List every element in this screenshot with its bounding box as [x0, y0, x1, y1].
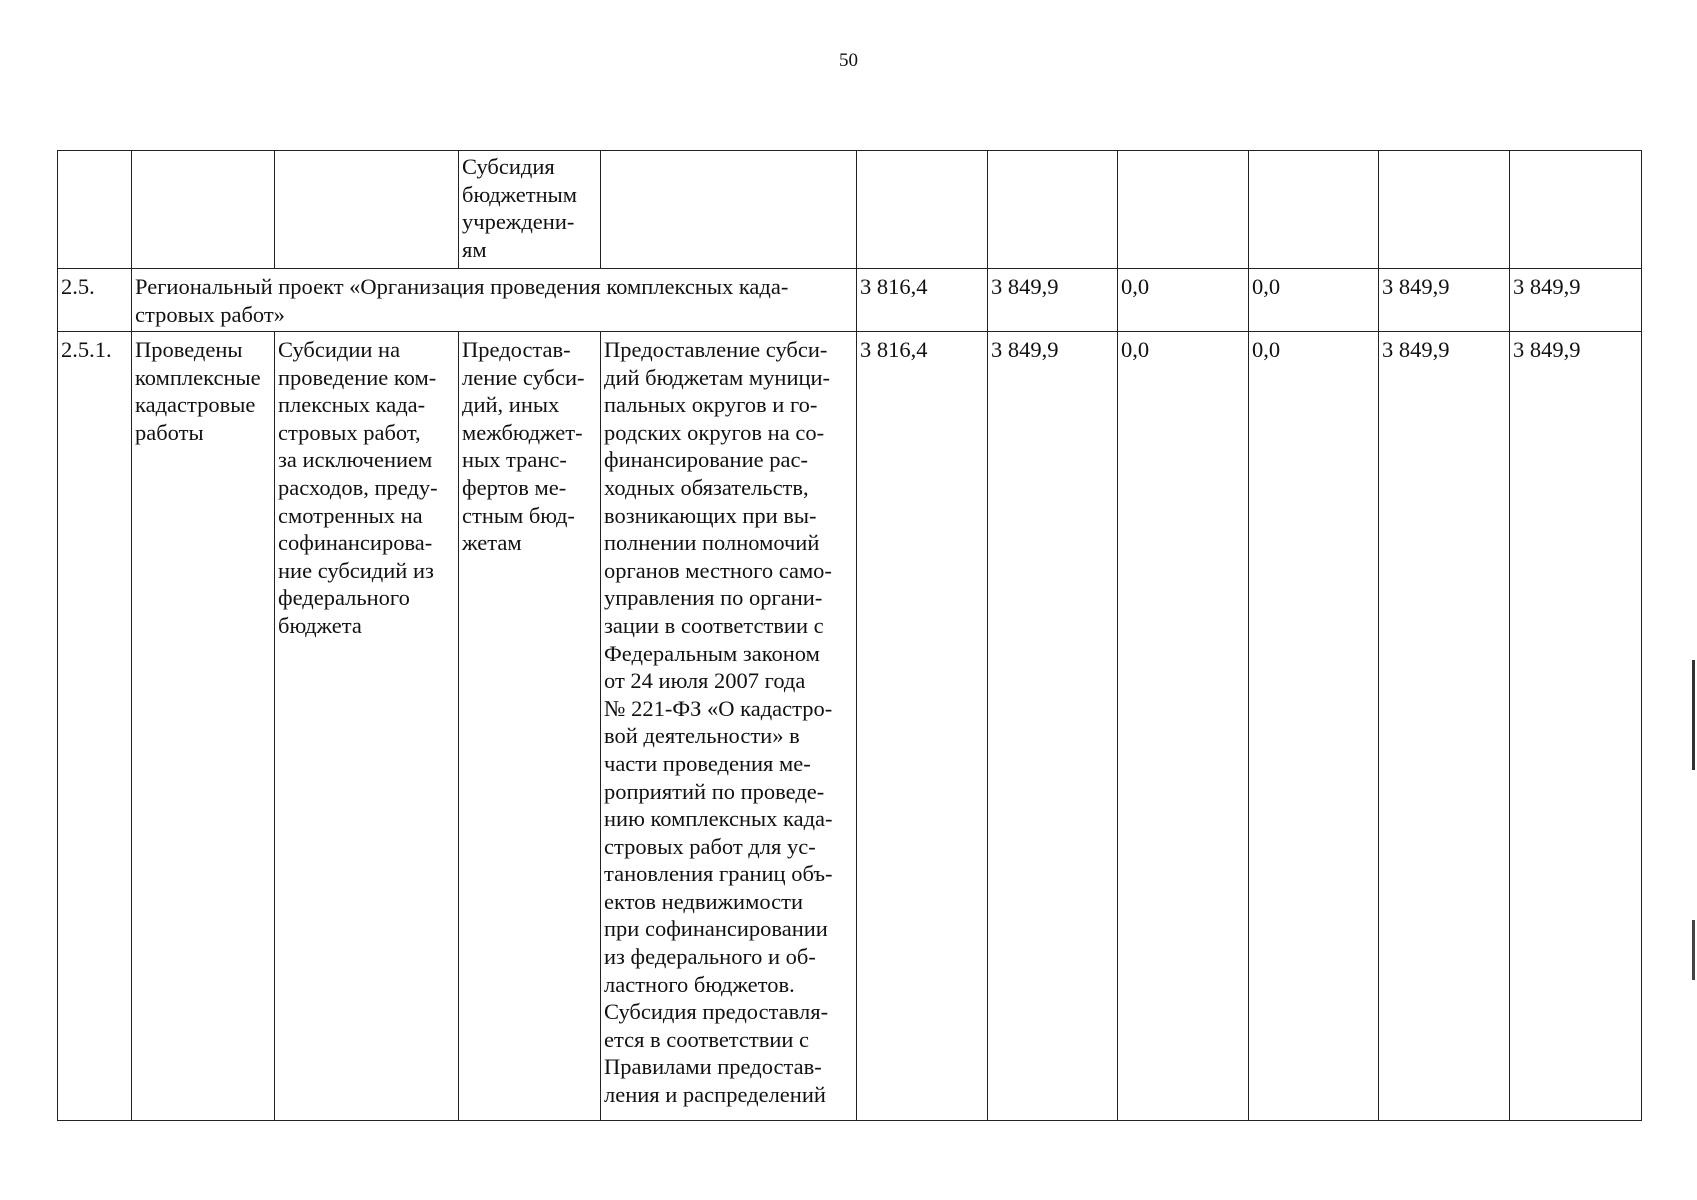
- cell-value: 3 849,9: [988, 269, 1118, 332]
- text-line: кадастровые: [135, 392, 256, 418]
- text-line: при софинансировании: [604, 916, 828, 942]
- text-line: Региональный проект «Организация проведения комплексных када-: [135, 274, 789, 299]
- table-row: [58, 269, 1642, 332]
- cell-description: [601, 332, 857, 1121]
- cell-value: [1379, 151, 1510, 269]
- text-line: ям: [462, 236, 487, 262]
- text-line: ление субси-: [462, 364, 585, 390]
- text-line: фертов ме-: [462, 474, 567, 500]
- text-line: плексных када-: [278, 392, 426, 418]
- text-line: комплексные: [135, 364, 261, 390]
- text-line: нию комплексных када-: [604, 806, 833, 832]
- text-line: расходов, преду-: [278, 474, 438, 500]
- cell-type: [459, 332, 601, 1121]
- cell-value: 3 816,4: [857, 269, 988, 332]
- text-line: от 24 июля 2007 года: [604, 668, 806, 694]
- text-line: бюджета: [278, 612, 362, 638]
- cell-value: [1510, 151, 1642, 269]
- page-number: 50: [839, 50, 858, 71]
- cell-number: 2.5.: [58, 269, 132, 332]
- text-line: из федерального и об-: [604, 944, 816, 970]
- text-line: жетам: [462, 530, 522, 556]
- cell-value: 3 816,4: [857, 332, 988, 1121]
- text-line: зации в соответствии с: [604, 612, 824, 638]
- cell-subsidy: [275, 151, 459, 269]
- scan-edge-mark: [1692, 660, 1695, 770]
- scan-edge-mark: [1692, 920, 1695, 980]
- cell-subsidy: [275, 332, 459, 1121]
- text-line: Субсидия предоставля-: [604, 999, 829, 1025]
- text-line: стровых работ для ус-: [604, 833, 816, 859]
- cell-value: 3 849,9: [1510, 269, 1642, 332]
- cell-value: 0,0: [1249, 332, 1379, 1121]
- table-row: [58, 151, 1642, 269]
- text-line: дий, иных: [462, 392, 560, 418]
- text-line: ние субсидий из: [278, 557, 434, 583]
- text-line: учреждени-: [462, 209, 575, 235]
- text-line: смотренных на: [278, 502, 423, 528]
- text-line: за исключением: [278, 447, 433, 473]
- cell-value: 3 849,9: [1379, 269, 1510, 332]
- text-line: финансирование рас-: [604, 447, 808, 473]
- text-line: межбюджет-: [462, 419, 583, 445]
- text-line: возникающих при вы-: [604, 502, 817, 528]
- cell-project-title: [132, 269, 857, 332]
- text-line: тановления границ объ-: [604, 861, 833, 887]
- text-line: стным бюд-: [462, 502, 575, 528]
- text-line: Субсидии на: [278, 337, 401, 362]
- text-line: стровых работ»: [135, 301, 285, 327]
- text-line: софинансирова-: [278, 530, 433, 556]
- cell-result: [132, 151, 275, 269]
- text-line: части проведения ме-: [604, 750, 811, 776]
- text-line: вой деятельности» в: [604, 723, 800, 749]
- text-line: проведение ком-: [278, 364, 437, 390]
- cell-value: 0,0: [1118, 269, 1249, 332]
- cell-value: 3 849,9: [1510, 332, 1642, 1121]
- cell-value: [1249, 151, 1379, 269]
- cell-type: [459, 151, 601, 269]
- cell-value: [1118, 151, 1249, 269]
- text-line: ходных обязательств,: [604, 474, 809, 500]
- text-line: федерального: [278, 585, 410, 611]
- cell-description: [601, 151, 857, 269]
- text-line: стровых работ,: [278, 419, 421, 445]
- cell-result: [132, 332, 275, 1121]
- text-line: ется в соответствии с: [604, 1026, 810, 1052]
- text-line: ных транс-: [462, 447, 567, 473]
- text-line: ектов недвижимости: [604, 888, 803, 914]
- cell-value: [857, 151, 988, 269]
- text-line: Проведены: [135, 337, 243, 362]
- text-line: Правилами предостав-: [604, 1054, 822, 1080]
- cell-number: 2.5.1.: [58, 332, 132, 1121]
- cell-value: 0,0: [1249, 269, 1379, 332]
- text-line: № 221-ФЗ «О кадастро-: [604, 695, 833, 721]
- budget-table: [57, 150, 1642, 1121]
- cell-number: [58, 151, 132, 269]
- text-line: пальных округов и го-: [604, 392, 818, 418]
- text-line: работы: [135, 419, 204, 445]
- text-line: ластного бюджетов.: [604, 971, 795, 997]
- text-line: ления и распределений: [604, 1082, 826, 1108]
- text-line: органов местного само-: [604, 557, 832, 583]
- table-row: [58, 332, 1642, 1121]
- text-line: управления по органи-: [604, 585, 823, 611]
- text-line: родских округов на со-: [604, 419, 825, 445]
- cell-value: [988, 151, 1118, 269]
- cell-value: 3 849,9: [988, 332, 1118, 1121]
- text-line: Федеральным законом: [604, 640, 820, 666]
- text-line: бюджетным: [462, 181, 578, 207]
- text-line: дий бюджетам муници-: [604, 364, 831, 390]
- cell-value: 0,0: [1118, 332, 1249, 1121]
- text-line: Предостав-: [462, 337, 571, 362]
- cell-value: 3 849,9: [1379, 332, 1510, 1121]
- text-line: роприятий по проведе-: [604, 778, 825, 804]
- text-line: полнении полномочий: [604, 530, 820, 556]
- text-line: Субсидия: [462, 154, 555, 179]
- text-line: Предоставление субси-: [604, 337, 828, 362]
